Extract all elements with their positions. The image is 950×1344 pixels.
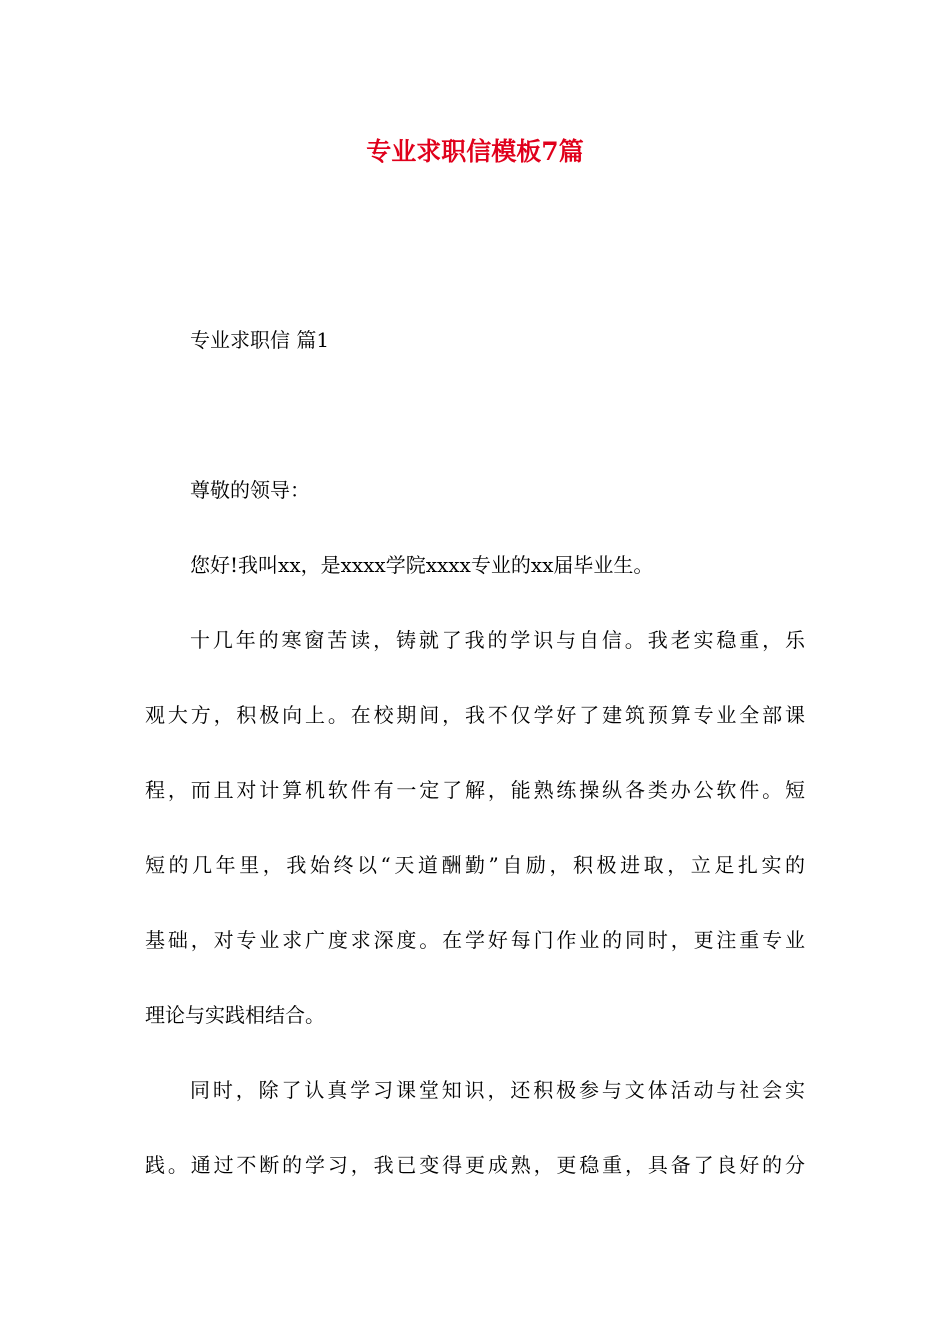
paragraph-line: 践。通过不断的学习，我已变得更成熟，更稳重，具备了良好的分 xyxy=(145,1153,805,1177)
paragraph-line: 理论与实践相结合。 xyxy=(145,1003,325,1027)
section-heading: 专业求职信 篇1 xyxy=(190,328,330,352)
paragraph-line: 观大方，积极向上。在校期间，我不仅学好了建筑预算专业全部课 xyxy=(145,703,805,727)
paragraph-line: 十几年的寒窗苦读，铸就了我的学识与自信。我老实稳重，乐 xyxy=(190,628,805,652)
paragraph-line: 同时，除了认真学习课堂知识，还积极参与文体活动与社会实 xyxy=(190,1078,805,1102)
document-title: 专业求职信模板7篇 xyxy=(366,137,584,166)
salutation: 尊敬的领导： xyxy=(190,478,310,502)
greeting-line: 您好!我叫xx，是xxxx学院xxxx专业的xx届毕业生。 xyxy=(190,553,654,577)
paragraph-line: 短的几年里，我始终以“天道酬勤”自励，积极进取，立足扎实的 xyxy=(145,853,805,877)
paragraph-line: 基础，对专业求广度求深度。在学好每门作业的同时，更注重专业 xyxy=(145,928,805,952)
paragraph-line: 程，而且对计算机软件有一定了解，能熟练操纵各类办公软件。短 xyxy=(145,778,805,802)
